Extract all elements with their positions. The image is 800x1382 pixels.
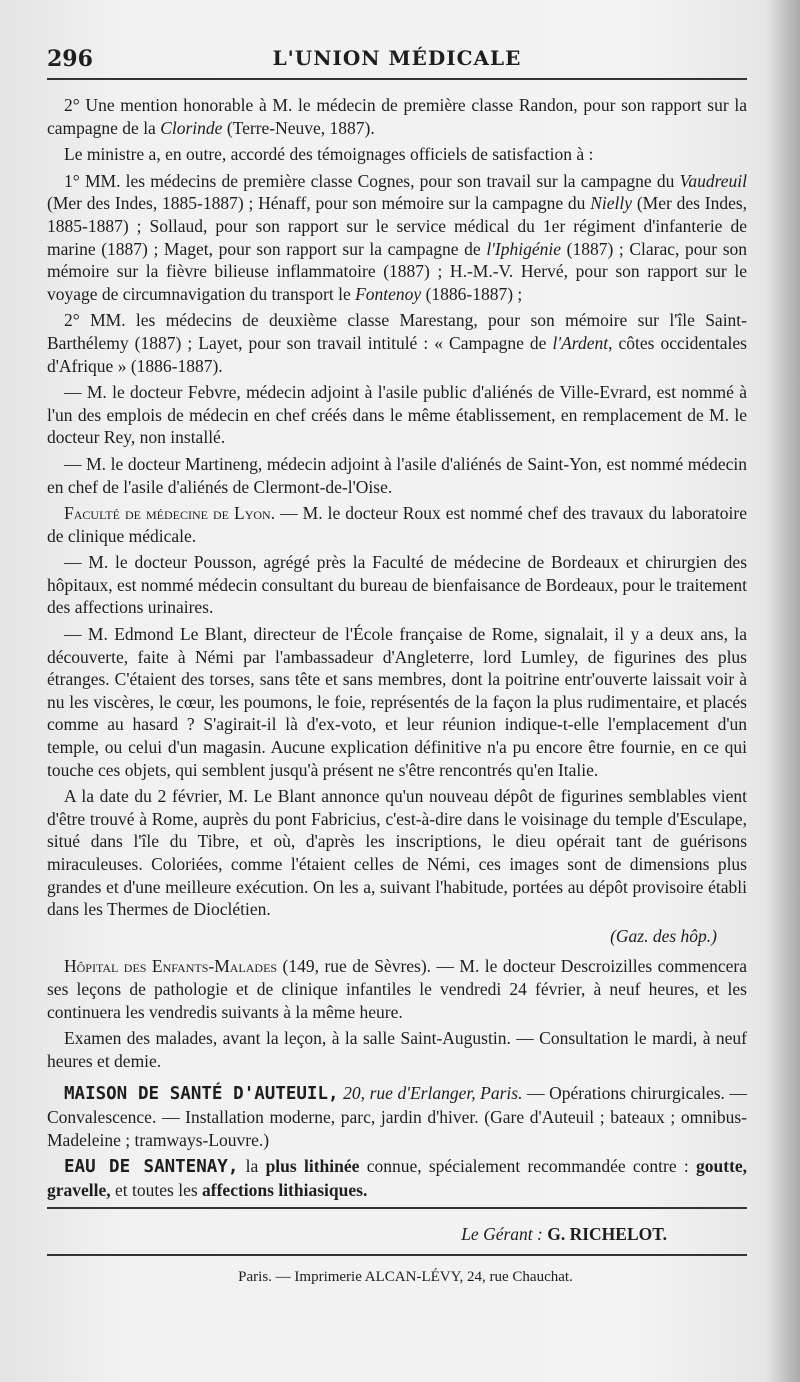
paragraph-mention-randon [47, 94, 747, 139]
ship-name: l'Ardent [552, 332, 609, 353]
gerant-signature [47, 1223, 667, 1246]
advert-address: rue d'Erlanger, Paris. [369, 1083, 523, 1104]
advert-emphasis: goutte, gravelle, [47, 1156, 748, 1200]
paragraph-text: 1° MM. les médecins de première classe Cognes, pour son travail sur la campagne du [64, 170, 675, 191]
paragraph-text: 2° Une mention honorable à M. le médecin de première classe Randon, pour son rapport sur la campagne de la [47, 95, 747, 138]
paragraph-enfants-malades [47, 955, 747, 1023]
paragraph-text: — M. le docteur Roux est nommé chef des travaux du laboratoire de clinique médicale. [47, 503, 747, 546]
paragraph-text: (1887) ; Clarac, pour son mémoire sur la fièvre bilieuse inflammatoire (1887) ; H.-M.-V. Hervé, pour son rapport sur le voyage de circumnavigation du transport le [47, 238, 748, 304]
paragraph-febvre: — M. le docteur Febvre, médecin adjoint à l'asile public d'aliénés de Ville-Evrard, est nommé à l'un des emplois de médecin en chef créés dans le même établissement, en remplacement de M. le docteur Rey, non installé. [47, 382, 747, 448]
paragraph-text: (149, rue de Sèvres). — M. le docteur Descroizilles commencera ses leçons de pathologie et de clinique infantiles le vendredi 24 février, à neuf heures, et les continuera les vendredis suivants à la même heure. [47, 956, 747, 1022]
source-text: (Gaz. des hôp.) [610, 925, 717, 946]
text-column [47, 94, 747, 1293]
paragraph-first-class [47, 170, 747, 306]
advert-emphasis: affections lithiasiques. [202, 1179, 368, 1200]
ship-name: Nielly [590, 193, 633, 214]
paragraph-faculte-lyon [47, 502, 747, 547]
paragraph-martineng: — M. le docteur Martineng, médecin adjoint à l'asile d'aliénés de Saint-Yon, est nommé médecin en chef de l'asile d'aliénés de Clermont-de-l'Oise. [47, 453, 747, 497]
header-rule [47, 78, 747, 80]
paragraph-text: (Mer des Indes, 1885-1887) ; Sollaud, pour son rapport sur le service médical du 1er régiment d'infanterie de marine (1887) ; Maget, pour son rapport sur la campagne de [47, 193, 748, 259]
advert-text: — Opérations chirurgicales. — Convalescence. — Installation moderne, parc, jardin d'hiver. (Gare d'Auteuil ; bateaux ; omnibus-Madeleine ; tramways-Louvre.) [47, 1083, 748, 1150]
section-heading: Faculté de médecine de Lyon. [64, 503, 276, 524]
ship-name: Vaudreuil [679, 170, 747, 191]
advert-title: MAISON DE SANTÉ D'AUTEUIL, [64, 1084, 339, 1105]
paragraph-text: , côtes occidentales d'Afrique » (1886-1887). [47, 332, 747, 376]
paragraph-pousson: — M. le docteur Pousson, agrégé près la Faculté de médecine de Bordeaux et chirurgien des hôpitaux, est nommé médecin consultant du bureau de bienfaisance de Bordeaux, pour le traitement des affections urinaires. [47, 552, 747, 618]
paragraph-second-class [47, 309, 747, 377]
page-header [47, 44, 747, 76]
gerant-label: Le Gérant : [461, 1224, 543, 1245]
ship-name: Clorinde [160, 117, 223, 138]
running-title: L'UNION MÉDICALE [272, 46, 522, 70]
gerant-name: G. RICHELOT. [547, 1224, 667, 1245]
paragraph-text: (1886-1887) ; [425, 283, 523, 304]
paragraph-text: (Mer des Indes, 1885-1887) ; Hénaff, pour son mémoire sur la campagne du [47, 193, 586, 214]
footer-rule [47, 1254, 747, 1256]
ship-name: Fontenoy [355, 283, 422, 304]
advert-rule [47, 1207, 747, 1209]
advert-address: 20, [343, 1083, 365, 1104]
advert-maison-sante [47, 1082, 747, 1151]
paragraph-le-blant: — M. Edmond Le Blant, directeur de l'École française de Rome, signalait, il y a deux ans, la découverte, faite à Némi par l'ambassadeur d'Angleterre, lord Lumley, de figurines des plus étranges. C'étaient des torses, sans tête et sans membres, dont la poitrine entr'ouverte laissait voir à nu les viscères, le cœur, les poumons, le foie, représentés de la façon la plus rudimentaire, et placés comme au hasard ? S'agirait-il là d'ex-voto, et leur réunion indique-t-elle l'emplacement d'un temple, ou celui d'un magasin. Aucune explication définitive n'a pu encore être fournie, en ce qui touche ces objets, qui semblent jusqu'à présent ne s'être rencontrés qu'en Italie. [47, 624, 747, 780]
printer-imprint: Paris. — Imprimerie ALCAN-LÉVY, 24, rue Chauchat. [238, 1268, 573, 1285]
advert-emphasis: plus lithinée [265, 1156, 360, 1177]
ship-name: l'Iphigénie [486, 238, 562, 259]
advert-text: connue, spécialement recommandée contre : [366, 1156, 689, 1177]
advert-title: EAU DE SANTENAY, [64, 1157, 239, 1178]
paragraph-text: (Terre-Neuve, 1887). [226, 117, 375, 138]
section-heading: Hôpital des Enfants-Malades [64, 956, 278, 977]
page-number: 296 [47, 46, 93, 72]
page-edge-shadow [766, 0, 800, 1382]
advert-text: la [245, 1156, 259, 1177]
source-citation [47, 925, 717, 948]
paragraph-examen: Examen des malades, avant la leçon, à la salle Saint-Augustin. — Consultation le mardi, à neuf heures et demie. [47, 1028, 747, 1071]
advert-eau-santenay [47, 1155, 747, 1201]
advert-text: et toutes les [115, 1179, 198, 1200]
paragraph-text: 2° MM. les médecins de deuxième classe Marestang, pour son mémoire sur l'île Saint-Barthélemy (1887) ; Layet, pour son travail intitulé : « Campagne de [47, 310, 747, 353]
paragraph-ministre: Le ministre a, en outre, accordé des témoignages officiels de satisfaction à : [64, 144, 594, 165]
paragraph-rome-deposit: A la date du 2 février, M. Le Blant annonce qu'un nouveau dépôt de figurines semblables vient d'être trouvé à Rome, auprès du pont Fabricius, c'est-à-dire dans le voisinage du temple d'Esculape, situé dans l'île du Tibre, et où, d'après les inscriptions, le dieu opérait tant de guérisons miraculeuses. Coloriées, comme l'étaient celles de Némi, ces images sont de dimensions plus grandes et d'une meilleure exécution. On les a, suivant l'habitude, portées au dépôt provisoire établi dans les Thermes de Dioclétien. [47, 786, 747, 920]
